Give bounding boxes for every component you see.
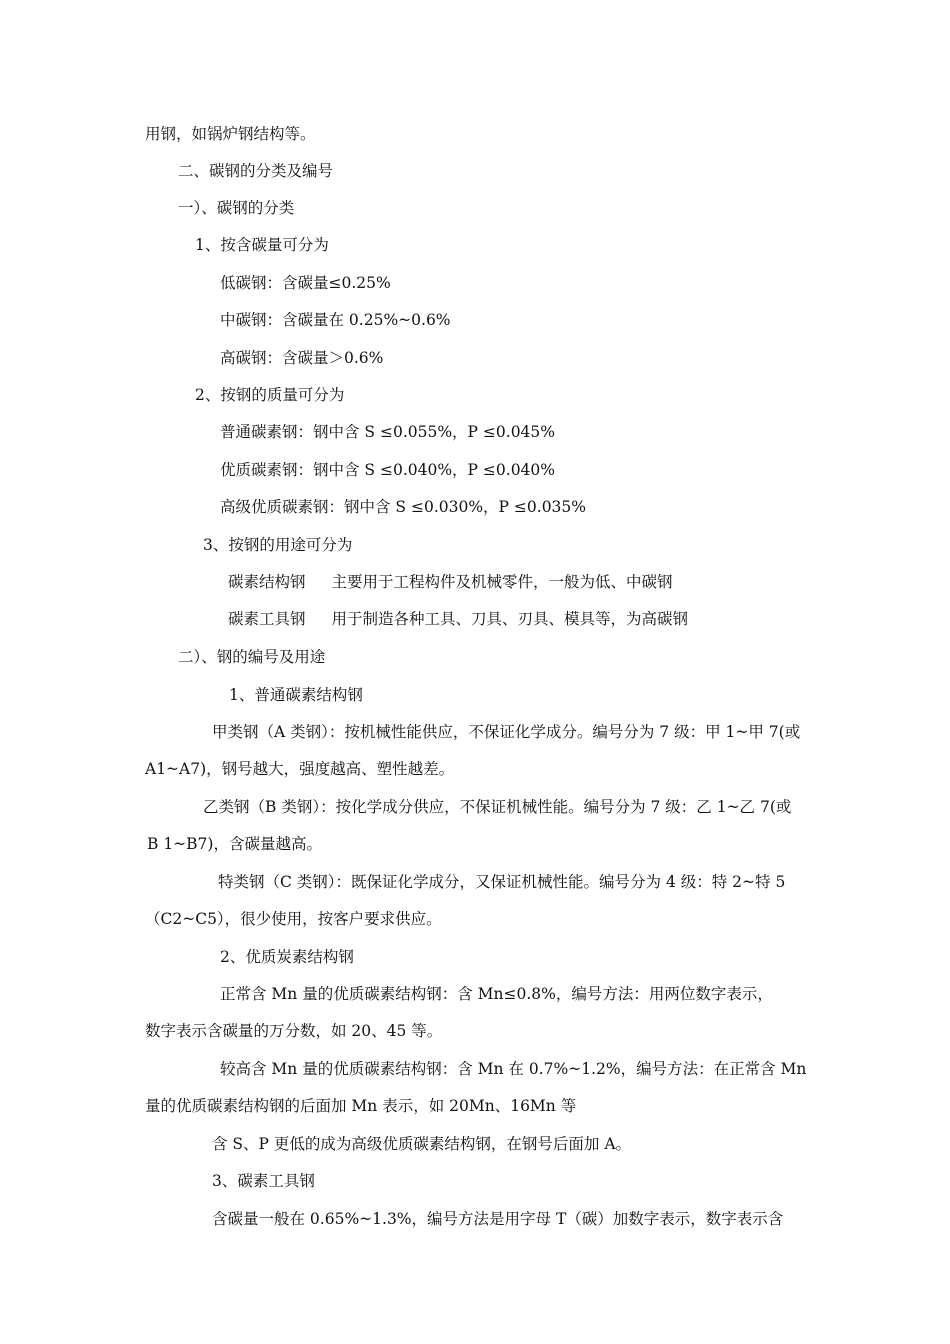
paragraph-line: 数字表示含碳量的万分数，如 20、45 等。 [145, 1022, 443, 1040]
paragraph-line: （C2~C5），很少使用，按客户要求供应。 [145, 910, 442, 928]
list-heading: 3、按钢的用途可分为 [203, 536, 353, 554]
use-row-name: 碳素结构钢 [228, 573, 306, 591]
paragraph-line: 特类钢（C 类钢）：既保证化学成分，又保证机械性能。编号分为 4 级：特 2~特 5 [218, 873, 786, 891]
paragraph-line: 甲类钢（A 类钢）：按机械性能供应，不保证化学成分。编号分为 7 级：甲 1~甲 7(或 [212, 723, 801, 741]
list-item: 优质碳素钢：钢中含 S ≤0.040%，P ≤0.040% [220, 461, 556, 479]
paragraph-line: 用钢，如锅炉钢结构等。 [145, 125, 316, 143]
subsection-heading: 一）、碳钢的分类 [178, 199, 295, 217]
list-heading: 2、按钢的质量可分为 [195, 386, 345, 404]
list-heading: 1、按含碳量可分为 [195, 236, 329, 254]
paragraph-line: 乙类钢（B 类钢）：按化学成分供应，不保证机械性能。编号分为 7 级：乙 1~乙 7(或 [203, 798, 792, 816]
subsection-heading: 二）、钢的编号及用途 [178, 648, 326, 666]
use-row-name: 碳素工具钢 [228, 610, 306, 628]
list-item: 中碳钢：含碳量在 0.25%~0.6% [220, 311, 451, 329]
list-item: 高级优质碳素钢：钢中含 S ≤0.030%，P ≤0.035% [220, 498, 587, 516]
use-row [228, 609, 688, 629]
paragraph-line: 含碳量一般在 0.65%~1.3%，编号方法是用字母 T（碳）加数字表示，数字表示含 [212, 1210, 784, 1228]
paragraph-line: 较高含 Mn 量的优质碳素结构钢：含 Mn 在 0.7%~1.2%，编号方法：在正常含 Mn [220, 1060, 807, 1078]
paragraph-line: 量的优质碳素结构钢的后面加 Mn 表示，如 20Mn、16Mn 等 [145, 1097, 577, 1115]
list-heading: 3、碳素工具钢 [212, 1172, 315, 1190]
paragraph-line: B 1~B7)，含碳量越高。 [147, 835, 322, 853]
use-row-desc: 主要用于工程构件及机械零件，一般为低、中碳钢 [331, 573, 673, 591]
paragraph-line: 含 S、P 更低的成为高级优质碳素结构钢，在钢号后面加 A。 [212, 1135, 632, 1153]
list-item: 低碳钢：含碳量≤0.25% [220, 274, 391, 292]
list-item: 普通碳素钢：钢中含 S ≤0.055%，P ≤0.045% [220, 423, 556, 441]
section-heading: 二、碳钢的分类及编号 [178, 162, 334, 180]
list-item: 高碳钢：含碳量＞0.6% [220, 349, 384, 367]
list-heading: 1、普通碳素结构钢 [229, 686, 363, 704]
use-row [228, 572, 673, 592]
use-row-desc: 用于制造各种工具、刀具、刃具、模具等，为高碳钢 [331, 610, 689, 628]
list-heading: 2、优质炭素结构钢 [220, 948, 354, 966]
paragraph-line: A1~A7)，钢号越大，强度越高、塑性越差。 [145, 760, 455, 778]
paragraph-line: 正常含 Mn 量的优质碳素结构钢：含 Mn≤0.8%，编号方法：用两位数字表示， [220, 985, 773, 1003]
